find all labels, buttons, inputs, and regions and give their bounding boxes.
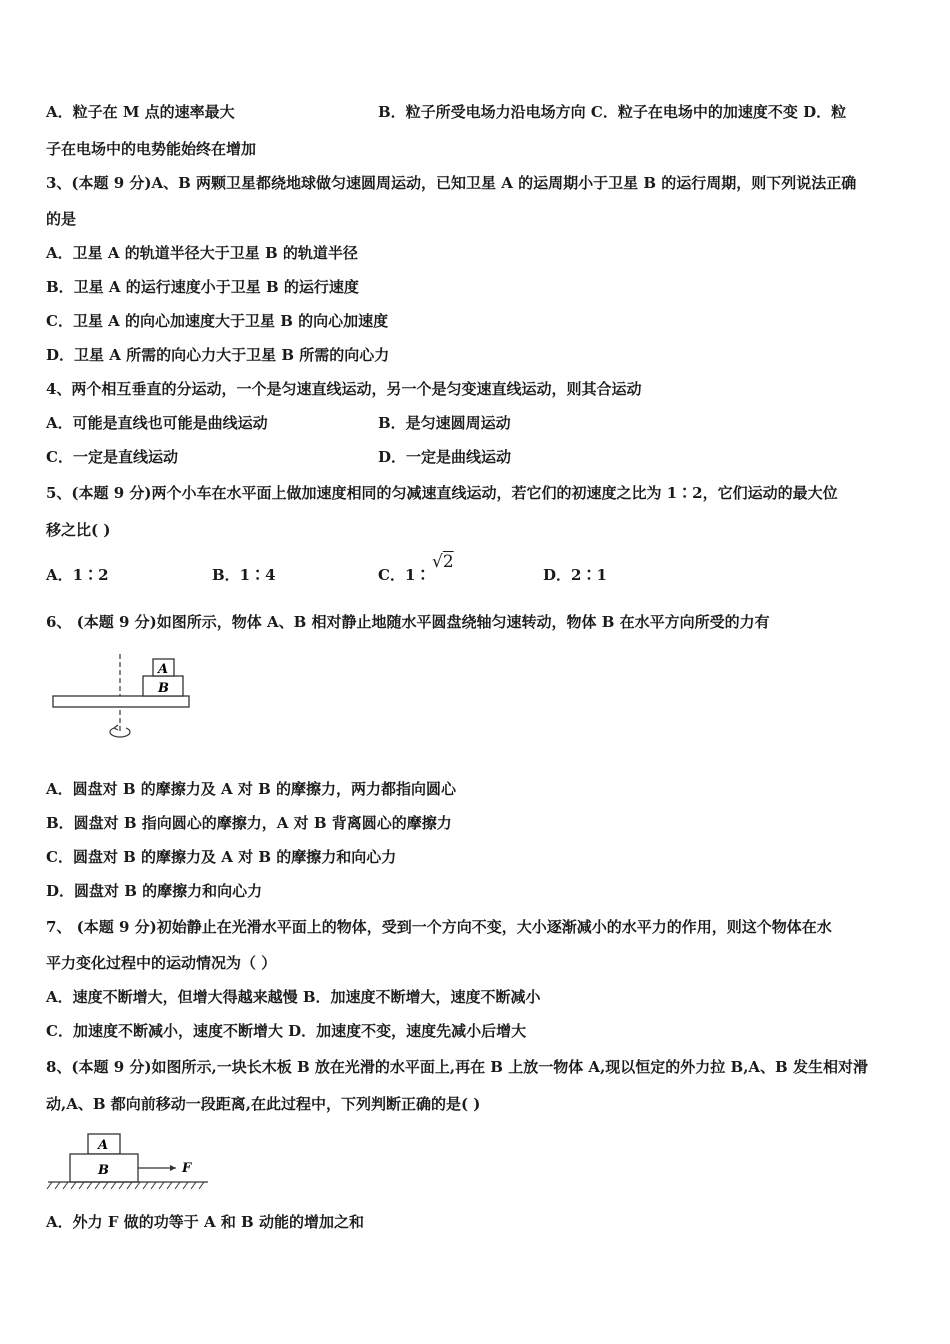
q6-option-a: A．圆盘对 B 的摩擦力及 A 对 B 的摩擦力，两力都指向圆心 <box>46 780 456 798</box>
q2-option-bcd: B．粒子所受电场力沿电场方向 C．粒子在电场中的加速度不变 D．粒 <box>378 103 847 121</box>
q3-stem-line-1: 3、(本题 9 分)A、B 两颗卫星都绕地球做匀速圆周运动，已知卫星 A 的运周期小于卫星 B 的运行周期，则下列说法正确 <box>46 174 857 192</box>
q5-stem-line-2: 移之比( ) <box>46 521 111 539</box>
q3-option-d: D．卫星 A 所需的向心力大于卫星 B 所需的向心力 <box>46 346 390 364</box>
q8-stem-line-2: 动,A、B 都向前移动一段距离,在此过程中，下列判断正确的是( ) <box>46 1095 481 1113</box>
q5-option-c-prefix: C．1∶ <box>378 566 431 584</box>
q5-option-b: B．1∶4 <box>212 566 276 584</box>
q3-option-b: B．卫星 A 的运行速度小于卫星 B 的运行速度 <box>46 278 359 296</box>
q5-sqrt-value: 2 <box>442 552 454 572</box>
q3-stem-line-2: 的是 <box>46 210 77 228</box>
q7-options-ab: A．速度不断增大，但增大得越来越慢 B．加速度不断增大，速度不断减小 <box>46 988 541 1006</box>
q4-option-d: D．一定是曲线运动 <box>378 448 512 466</box>
q6-option-b: B．圆盘对 B 指向圆心的摩擦力，A 对 B 背离圆心的摩擦力 <box>46 814 452 832</box>
fig8-label-f: F <box>182 1161 192 1176</box>
fig8-label-a: A <box>98 1138 109 1153</box>
q5-option-d: D．2∶1 <box>543 566 607 584</box>
fig6-label-a: A <box>158 662 169 677</box>
q4-option-a: A．可能是直线也可能是曲线运动 <box>46 414 268 432</box>
q3-option-c: C．卫星 A 的向心加速度大于卫星 B 的向心加速度 <box>46 312 389 330</box>
fig8-label-b: B <box>98 1163 109 1178</box>
force-arrowhead-icon <box>170 1165 176 1171</box>
q4-option-c: C．一定是直线运动 <box>46 448 178 466</box>
q8-figure-board-and-block <box>46 1132 216 1194</box>
q7-stem-line-2: 平力变化过程中的运动情况为（ ） <box>46 954 277 972</box>
q6-option-c: C．圆盘对 B 的摩擦力及 A 对 B 的摩擦力和向心力 <box>46 848 397 866</box>
q4-option-b: B．是匀速圆周运动 <box>378 414 511 432</box>
q6-figure-rotating-disc <box>46 652 196 747</box>
disc <box>53 696 189 707</box>
q7-stem-line-1: 7、 (本题 9 分)初始静止在光滑水平面上的物体，受到一个方向不变，大小逐渐减小的水平力的作用，则这个物体在水 <box>46 918 832 936</box>
ground-hatching <box>47 1182 204 1189</box>
q6-stem: 6、 (本题 9 分)如图所示，物体 A、B 相对静止地随水平圆盘绕轴匀速转动，物体 B 在水平方向所受的力有 <box>46 613 770 631</box>
q4-stem: 4、两个相互垂直的分运动，一个是匀速直线运动，另一个是匀变速直线运动，则其合运动 <box>46 380 642 398</box>
q5-stem-line-1: 5、(本题 9 分)两个小车在水平面上做加速度相同的匀减速直线运动，若它们的初速度之比为 1∶2，它们运动的最大位 <box>46 484 838 502</box>
q7-options-cd: C．加速度不断减小，速度不断增大 D．加速度不变，速度先减小后增大 <box>46 1022 527 1040</box>
q2-option-d-continued: 子在电场中的电势能始终在增加 <box>46 140 257 158</box>
q8-option-a: A．外力 F 做的功等于 A 和 B 动能的增加之和 <box>46 1213 364 1231</box>
q3-option-a: A．卫星 A 的轨道半径大于卫星 B 的轨道半径 <box>46 244 358 262</box>
q6-option-d: D．圆盘对 B 的摩擦力和向心力 <box>46 882 263 900</box>
q5-option-a: A．1∶2 <box>46 566 109 584</box>
sqrt-icon: √ <box>432 552 443 572</box>
q5-option-c <box>378 565 430 585</box>
q8-stem-line-1: 8、(本题 9 分)如图所示,一块长木板 B 放在光滑的水平面上,再在 B 上放一物体 A,现以恒定的外力拉 B,A、B 发生相对滑 <box>46 1058 868 1076</box>
q5-sqrt <box>432 552 454 572</box>
q2-option-a: A．粒子在 M 点的速率最大 <box>46 103 235 121</box>
rotation-arrowhead-icon <box>114 725 118 730</box>
fig6-label-b: B <box>158 681 169 696</box>
